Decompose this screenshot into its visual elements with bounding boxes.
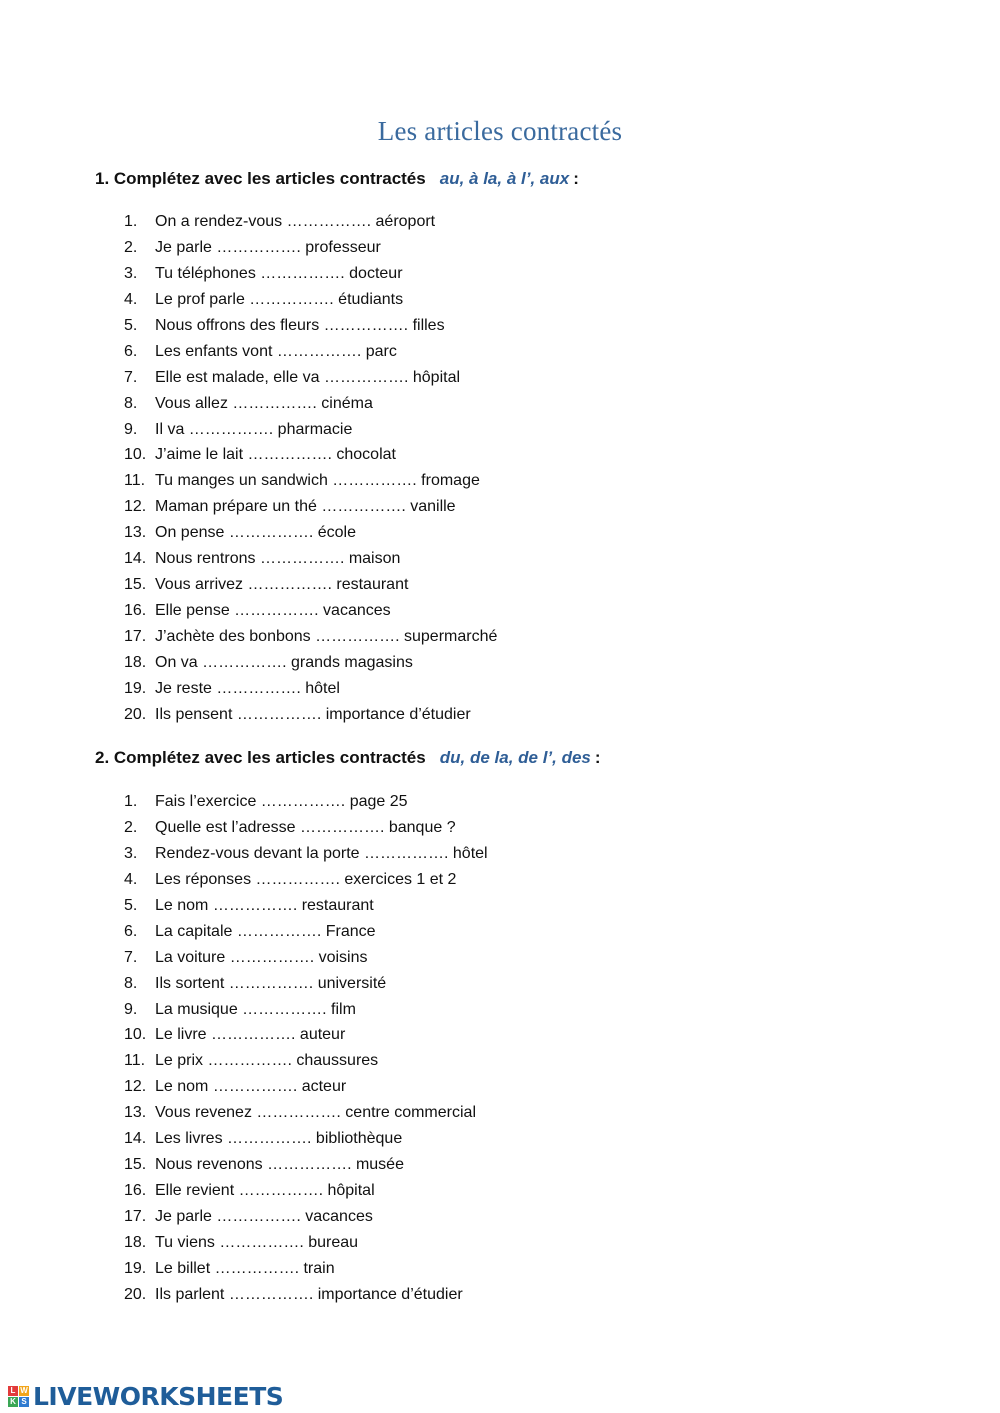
exercise-sentence: Fais l’exercice ……………. page 25 [155, 793, 408, 810]
exercise-sentence: Je reste ……………. hôtel [155, 679, 340, 697]
logo-icon [8, 1386, 29, 1407]
exercise-sentence: Elle est malade, elle va ……………. hôpital [155, 368, 461, 386]
exercise-item [124, 676, 497, 702]
exercise-sentence: Ils sortent ……………. université [155, 974, 387, 992]
footer-logo[interactable] [8, 1379, 283, 1413]
exercise-number: 16. [124, 602, 147, 620]
exercise-sentence: On pense ……………. école [155, 524, 356, 542]
exercise-sentence: J’aime le lait ……………. chocolat [155, 446, 396, 464]
exercise-sentence: Je parle ……………. vacances [155, 1208, 373, 1225]
exercise-number: 6. [124, 922, 138, 940]
exercise-number: 6. [124, 342, 138, 360]
exercise-item [124, 1204, 488, 1230]
exercise-sentence: Le prix ……………. chaussures [155, 1052, 379, 1070]
exercise-number: 17. [124, 628, 147, 645]
exercise-item [124, 1152, 488, 1178]
exercise-item [124, 417, 497, 443]
exercise-item [124, 520, 497, 546]
exercise-number: 13. [124, 1104, 147, 1122]
exercise-sentence: La voiture ……………. voisins [155, 948, 368, 966]
exercise-number: 1. [124, 213, 138, 230]
exercise-sentence: Nous revenons ……………. musée [155, 1156, 404, 1174]
exercise-number: 7. [124, 948, 138, 966]
exercise-number: 14. [124, 1130, 147, 1148]
exercise-number: 11. [124, 472, 146, 490]
exercise-number: 5. [124, 316, 138, 334]
exercise-number: 9. [124, 420, 138, 438]
exercise-number: 15. [124, 1156, 147, 1174]
exercise-number: 2. [124, 818, 138, 836]
exercise-number: 3. [124, 264, 138, 282]
exercise-sentence: Ils parlent ……………. importance d’étudier [155, 1285, 463, 1303]
exercise-number: 4. [124, 290, 138, 308]
exercise-item [124, 1022, 488, 1048]
exercise-item [124, 893, 488, 919]
exercise-item [124, 841, 488, 867]
logo-block: L [8, 1386, 18, 1396]
exercise-sentence: Ils pensent ……………. importance d’étudier [155, 705, 471, 723]
logo-block: W [20, 1385, 28, 1395]
exercise-sentence: Je parle ……………. professeur [155, 238, 381, 256]
exercise-sentence: Vous revenez ……………. centre commercial [155, 1104, 476, 1122]
exercise-number: 13. [124, 524, 147, 542]
exercise-item [124, 572, 497, 598]
section1-heading-text: 1. Complétez avec les articles contractés [95, 169, 426, 188]
exercise-item [124, 339, 497, 365]
exercise-number: 3. [124, 844, 138, 862]
exercise-sentence: Le livre ……………. auteur [155, 1026, 346, 1044]
exercise-sentence: Nous offrons des fleurs ……………. filles [155, 316, 445, 334]
exercise-number: 16. [124, 1182, 147, 1200]
exercise-number: 8. [124, 394, 138, 412]
exercise-item [124, 287, 497, 313]
exercise-item [124, 1178, 488, 1204]
exercise-number: 9. [124, 1000, 138, 1018]
exercise-item [124, 313, 497, 339]
exercise-number: 10. [124, 446, 147, 464]
exercise-item [124, 209, 497, 235]
exercise-number: 12. [124, 498, 147, 516]
exercise-sentence: Quelle est l’adresse ……………. banque ? [155, 818, 456, 836]
exercise-item [124, 650, 497, 676]
exercise-number: 14. [124, 550, 147, 568]
exercise-number: 7. [124, 368, 138, 386]
exercise-item [124, 261, 497, 287]
exercise-number: 15. [124, 576, 147, 594]
exercise-sentence: Tu manges un sandwich ……………. fromage [155, 472, 480, 490]
exercise-sentence: On va ……………. grands magasins [155, 653, 413, 671]
exercise-item [124, 945, 488, 971]
exercise-number: 19. [124, 679, 147, 697]
section2-exercise-list [124, 789, 488, 1308]
exercise-item [124, 1230, 488, 1256]
exercise-item [124, 1048, 488, 1074]
section1-heading [95, 169, 579, 189]
exercise-sentence: On a rendez-vous ……………. aéroport [155, 213, 436, 230]
exercise-item [124, 365, 497, 391]
exercise-sentence: Vous allez ……………. cinéma [155, 394, 373, 412]
section2-articles: du, de la, de l’, des [439, 748, 591, 767]
exercise-item [124, 1074, 488, 1100]
exercise-sentence: Maman prépare un thé ……………. vanille [155, 498, 456, 516]
exercise-item [124, 494, 497, 520]
exercise-sentence: Elle revient ……………. hôpital [155, 1182, 375, 1200]
exercise-sentence: Le billet ……………. train [155, 1259, 335, 1277]
logo-block: K [8, 1397, 18, 1407]
exercise-item [124, 598, 497, 624]
exercise-item [124, 789, 488, 815]
exercise-item [124, 971, 488, 997]
exercise-item [124, 468, 497, 494]
exercise-sentence: Le nom ……………. restaurant [155, 896, 374, 914]
exercise-item [124, 1126, 488, 1152]
exercise-sentence: Il va ……………. pharmacie [155, 420, 353, 438]
exercise-item [124, 442, 497, 468]
exercise-number: 20. [124, 1285, 147, 1303]
exercise-number: 2. [124, 238, 138, 256]
section2-heading [95, 748, 601, 768]
section1-articles: au, à la, à l’, aux [439, 169, 570, 188]
exercise-number: 18. [124, 1233, 147, 1251]
exercise-number: 10. [124, 1026, 147, 1044]
exercise-sentence: Nous rentrons ……………. maison [155, 550, 401, 568]
exercise-number: 17. [124, 1208, 147, 1225]
exercise-item [124, 1256, 488, 1282]
exercise-number: 8. [124, 974, 138, 992]
exercise-sentence: Rendez-vous devant la porte ……………. hôtel [155, 844, 488, 862]
exercise-sentence: Le nom ……………. acteur [155, 1078, 347, 1096]
exercise-number: 4. [124, 870, 138, 888]
exercise-number: 20. [124, 705, 147, 723]
exercise-item [124, 235, 497, 261]
exercise-number: 12. [124, 1078, 147, 1096]
exercise-sentence: La capitale ……………. France [155, 922, 376, 940]
exercise-item [124, 919, 488, 945]
section1-colon: : [573, 169, 579, 188]
exercise-item [124, 624, 497, 650]
exercise-item [124, 1100, 488, 1126]
exercise-item [124, 546, 497, 572]
exercise-sentence: J’achète des bonbons ……………. supermarché [155, 628, 498, 645]
brand-name: LIVEWORKSHEETS [33, 1381, 284, 1411]
exercise-sentence: Les livres ……………. bibliothèque [155, 1130, 403, 1148]
section2-heading-text: 2. Complétez avec les articles contractés [95, 748, 426, 767]
exercise-number: 19. [124, 1259, 147, 1277]
exercise-sentence: Le prof parle ……………. étudiants [155, 290, 404, 308]
exercise-number: 5. [124, 896, 138, 914]
exercise-sentence: Tu viens ……………. bureau [155, 1233, 359, 1251]
exercise-sentence: Vous arrivez ……………. restaurant [155, 576, 409, 594]
exercise-item [124, 815, 488, 841]
exercise-number: 11. [124, 1052, 146, 1070]
exercise-number: 1. [124, 793, 138, 810]
exercise-sentence: La musique ……………. film [155, 1000, 356, 1018]
exercise-item [124, 1282, 488, 1308]
exercise-item [124, 391, 497, 417]
exercise-item [124, 702, 497, 728]
exercise-item [124, 997, 488, 1023]
exercise-sentence: Les réponses ……………. exercices 1 et 2 [155, 870, 457, 888]
section1-exercise-list [124, 209, 497, 728]
logo-block: S [19, 1397, 29, 1407]
exercise-sentence: Elle pense ……………. vacances [155, 602, 391, 620]
exercise-sentence: Les enfants vont ……………. parc [155, 342, 397, 360]
exercise-item [124, 867, 488, 893]
exercise-sentence: Tu téléphones ……………. docteur [155, 264, 403, 282]
page-title: Les articles contractés [377, 116, 623, 146]
section2-colon: : [594, 748, 601, 767]
exercise-number: 18. [124, 653, 147, 671]
